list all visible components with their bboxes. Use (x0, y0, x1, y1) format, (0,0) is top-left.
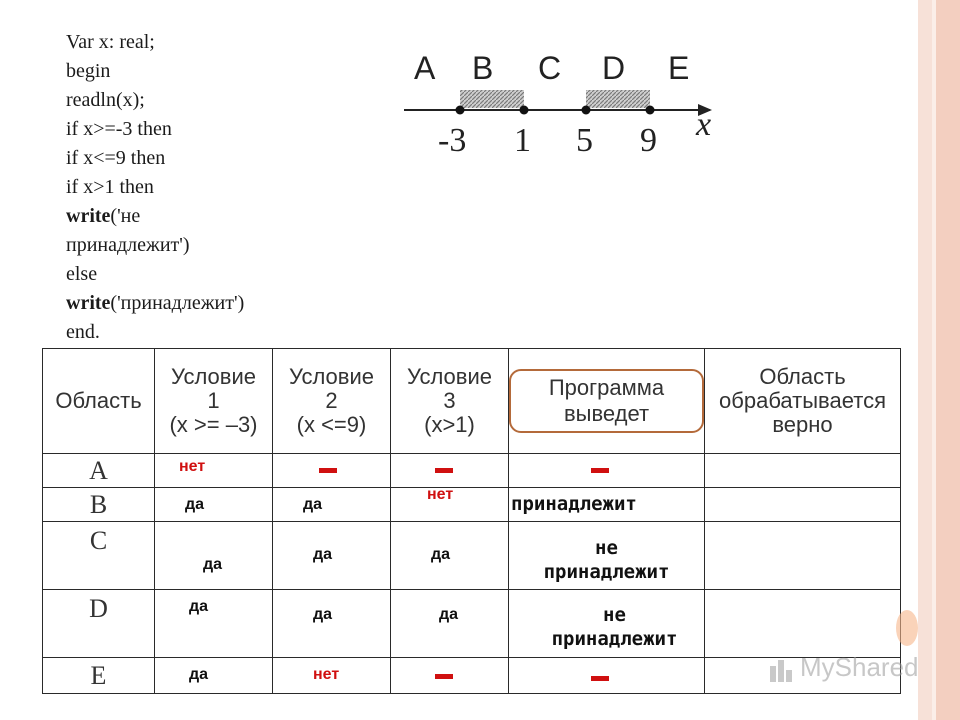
tick-label: -3 (438, 122, 467, 159)
cond-num: 1 (207, 388, 220, 413)
cond1-cell (155, 522, 273, 590)
program-cell (509, 522, 705, 590)
dash-mark (435, 674, 453, 679)
watermark: MyShared (800, 652, 919, 682)
header-program (509, 349, 705, 454)
table-header-row (43, 349, 901, 454)
correct-cell (705, 488, 901, 522)
cond-title: Условие (288, 364, 375, 389)
decor-bar-outer (936, 0, 960, 720)
area-cell: B (43, 488, 155, 522)
code-line: end. (66, 321, 100, 343)
code-line: Var x: real; (66, 31, 155, 53)
header-cond-3 (391, 349, 509, 454)
cell-value: да (303, 496, 323, 513)
cond-expr: (x >= –3) (169, 412, 258, 437)
code-keyword: write (66, 292, 111, 314)
cell-value: нет (313, 666, 340, 683)
area-cell: D (43, 590, 155, 658)
cond-title: Условие (406, 364, 493, 389)
decor-shape (896, 610, 918, 646)
cond2-cell (273, 658, 391, 694)
cell-value: нет (179, 458, 206, 475)
cond2-cell (273, 488, 391, 522)
cell-value-line: не (595, 536, 618, 559)
area-cell: C (43, 522, 155, 590)
cell-value: да (431, 546, 451, 563)
cond3-cell (391, 658, 509, 694)
program-cell (509, 658, 705, 694)
code-text: ('принадлежит') (110, 292, 245, 314)
cond3-cell (391, 522, 509, 590)
cell-value: да (189, 666, 209, 683)
header-area: Область (43, 349, 155, 454)
correct-cell (705, 454, 901, 488)
analysis-table (42, 348, 901, 694)
decor-bar (918, 0, 932, 720)
cond1-cell (155, 454, 273, 488)
code-line (66, 202, 244, 231)
table-row (43, 454, 901, 488)
area-cell: E (43, 658, 155, 694)
code-line: if x>=-3 then (66, 118, 172, 140)
myshared-logo-icon (768, 658, 794, 684)
program-cell (509, 590, 705, 658)
header-cond-1 (155, 349, 273, 454)
cell-value: нет (427, 486, 454, 503)
code-line: if x<=9 then (66, 147, 166, 169)
cell-value: принадлежит (511, 493, 637, 515)
correct-cell (705, 590, 901, 658)
shaded-interval (586, 90, 650, 108)
cond2-cell (273, 522, 391, 590)
region-label: D (602, 50, 626, 86)
cell-value: да (313, 606, 333, 623)
correct-cell (705, 522, 901, 590)
code-line: begin (66, 60, 111, 82)
cond-num: 3 (443, 388, 456, 413)
program-cell (509, 488, 705, 522)
dash-mark (591, 468, 609, 473)
axis-label: x (696, 106, 712, 143)
program-highlight-box: Программа выведет (509, 369, 704, 433)
table-row (43, 522, 901, 590)
header-correct: Область обрабатывается верно (705, 349, 901, 454)
region-label: E (668, 50, 690, 86)
cell-value: да (189, 598, 209, 615)
code-line (66, 289, 244, 318)
cond-expr: (x <=9) (296, 412, 367, 437)
dash-mark (435, 468, 453, 473)
cond2-cell (273, 590, 391, 658)
code-line: readln(x); (66, 89, 145, 111)
cond3-cell (391, 454, 509, 488)
region-label: B (472, 50, 494, 86)
program-cell (509, 454, 705, 488)
code-line: else (66, 263, 98, 285)
table-row (43, 488, 901, 522)
header-cond-2 (273, 349, 391, 454)
cond2-cell (273, 454, 391, 488)
cond-title: Условие (170, 364, 257, 389)
cond3-cell (391, 590, 509, 658)
cell-value: да (203, 556, 223, 573)
cell-value-line: принадлежит (551, 627, 678, 650)
code-line: принадлежит') (66, 234, 190, 256)
cell-value: да (313, 546, 333, 563)
cell-value-line: принадлежит (543, 560, 670, 583)
cond-expr: (x>1) (424, 412, 475, 437)
number-line (400, 40, 730, 160)
cond1-cell (155, 658, 273, 694)
code-text: ('не (110, 205, 141, 227)
cond1-cell (155, 590, 273, 658)
tick-label: 5 (576, 122, 593, 159)
cell-value: да (439, 606, 459, 623)
cond3-cell (391, 488, 509, 522)
tick-label: 1 (514, 122, 531, 159)
tick-label: 9 (640, 122, 657, 159)
cond-num: 2 (325, 388, 338, 413)
cond1-cell (155, 488, 273, 522)
dash-mark (319, 468, 337, 473)
code-line: if x>1 then (66, 176, 154, 198)
region-label: C (538, 50, 562, 86)
area-cell: A (43, 454, 155, 488)
code-keyword: write (66, 205, 111, 227)
table-row (43, 590, 901, 658)
region-label: A (414, 50, 436, 86)
shaded-interval (460, 90, 524, 108)
dash-mark (591, 676, 609, 681)
cell-value: да (185, 496, 205, 513)
cell-value-line: не (603, 603, 626, 626)
code-listing (66, 28, 244, 347)
